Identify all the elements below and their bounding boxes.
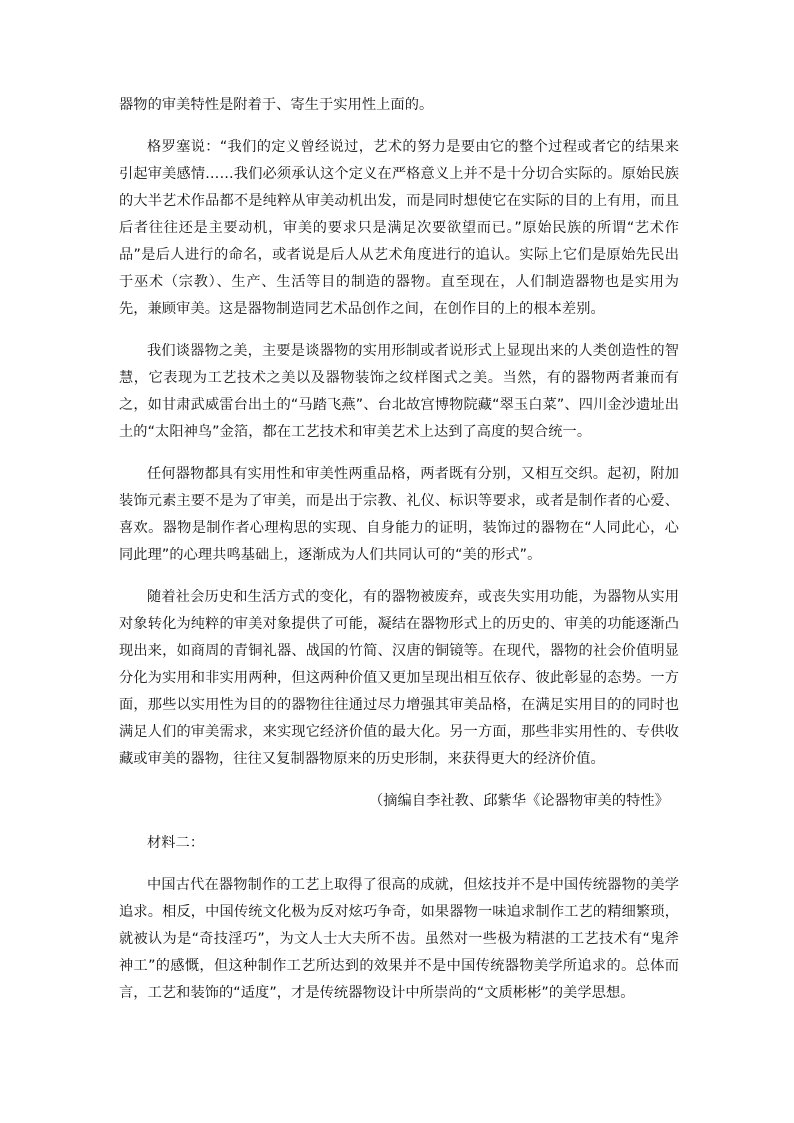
- paragraph-beauty-of-objects: 我们谈器物之美，主要是谈器物的实用形制或者说形式上显现出来的人类创造性的智慧，它表现为工艺技术之美以及器物装饰之纹样图式之美。当然，有的器物两者兼而有之，如甘肃武威雷台出土的“马踏飞燕”、台北故宫博物院藏“翠玉白菜”、四川金沙遗址出土的“太阳神鸟”金箔，都在工艺技术和审美艺术上达到了高度的契合统一。: [119, 343, 679, 440]
- paragraph-grosse: 格罗塞说：“我们的定义曾经说过，艺术的努力是要由它的整个过程或者它的结果来引起审美感情……我们必须承认这个定义在严格意义上并不是十分切合实际的。原始民族的大半艺术作品都不是纯粹从审美动机出发，而是同时想使它在实际的目的上有用，而且后者往往还是主要动机，审美的要求只是满足次要欲望而已。”原始民族的所谓“艺术作品”是后人进行的命名，或者说是后人从艺术角度进行的追认。实际上它们是原始先民出于巫术（宗教）、生产、生活等目的制造的器物。直至现在，人们制造器物也是实用为先，兼顾审美。这是器物制造同艺术品创作之间，在创作目的上的根本差别。: [119, 139, 679, 317]
- paragraph-continuation: 器物的审美特性是附着于、寄生于实用性上面的。: [119, 97, 434, 113]
- source-citation: （摘编自李社教、邱紫华《论器物审美的特性》: [368, 793, 669, 809]
- document-body: [119, 92, 679, 1007]
- paragraph-dual-character: 任何器物都具有实用性和审美性两重品格，两者既有分别，又相互交织。起初，附加装饰元素主要不是为了审美，而是出于宗教、礼仪、标识等要求，或者是制作者的心爱、喜欢。器物是制作者心理构思的实现、自身能力的证明，装饰过的器物在“人同此心，心同此理”的心理共鸣基础上，逐渐成为人们共同认可的“美的形式”。: [119, 466, 679, 563]
- section-label-material-two: 材料二：: [147, 835, 205, 851]
- paragraph-social-change: 随着社会历史和生活方式的变化，有的器物被废弃，或丧失实用功能，为器物从实用对象转化为纯粹的审美对象提供了可能，凝结在器物形式上的历史的、审美的功能逐渐凸现出来，如商周的青铜礼器、战国的竹简、汉唐的铜镜等。在现代，器物的社会价值明显分化为实用和非实用两种，但这两种价值又更加呈现出相互依存、彼此彰显的态势。一方面，那些以实用性为目的的器物往往通过尽力增强其审美品格，在满足实用目的的同时也满足人们的审美需求，来实现它经济价值的最大化。另一方面，那些非实用性的、专供收藏或审美的器物，往往又复制器物原来的历史形制，来获得更大的经济价值。: [119, 589, 679, 767]
- paragraph-material-two: 中国古代在器物制作的工艺上取得了很高的成就，但炫技并不是中国传统器物的美学追求。相反，中国传统文化极为反对炫巧争奇，如果器物一味追求制作工艺的精细繁琐，就被认为是“奇技淫巧”，为文人士大夫所不齿。虽然对一些极为精湛的工艺技术有“鬼斧神工”的感慨，但这种制作工艺所达到的效果并不是中国传统器物美学所追求的。总体而言，工艺和装饰的“适度”，才是传统器物设计中所崇尚的“文质彬彬”的美学思想。: [119, 877, 679, 1001]
